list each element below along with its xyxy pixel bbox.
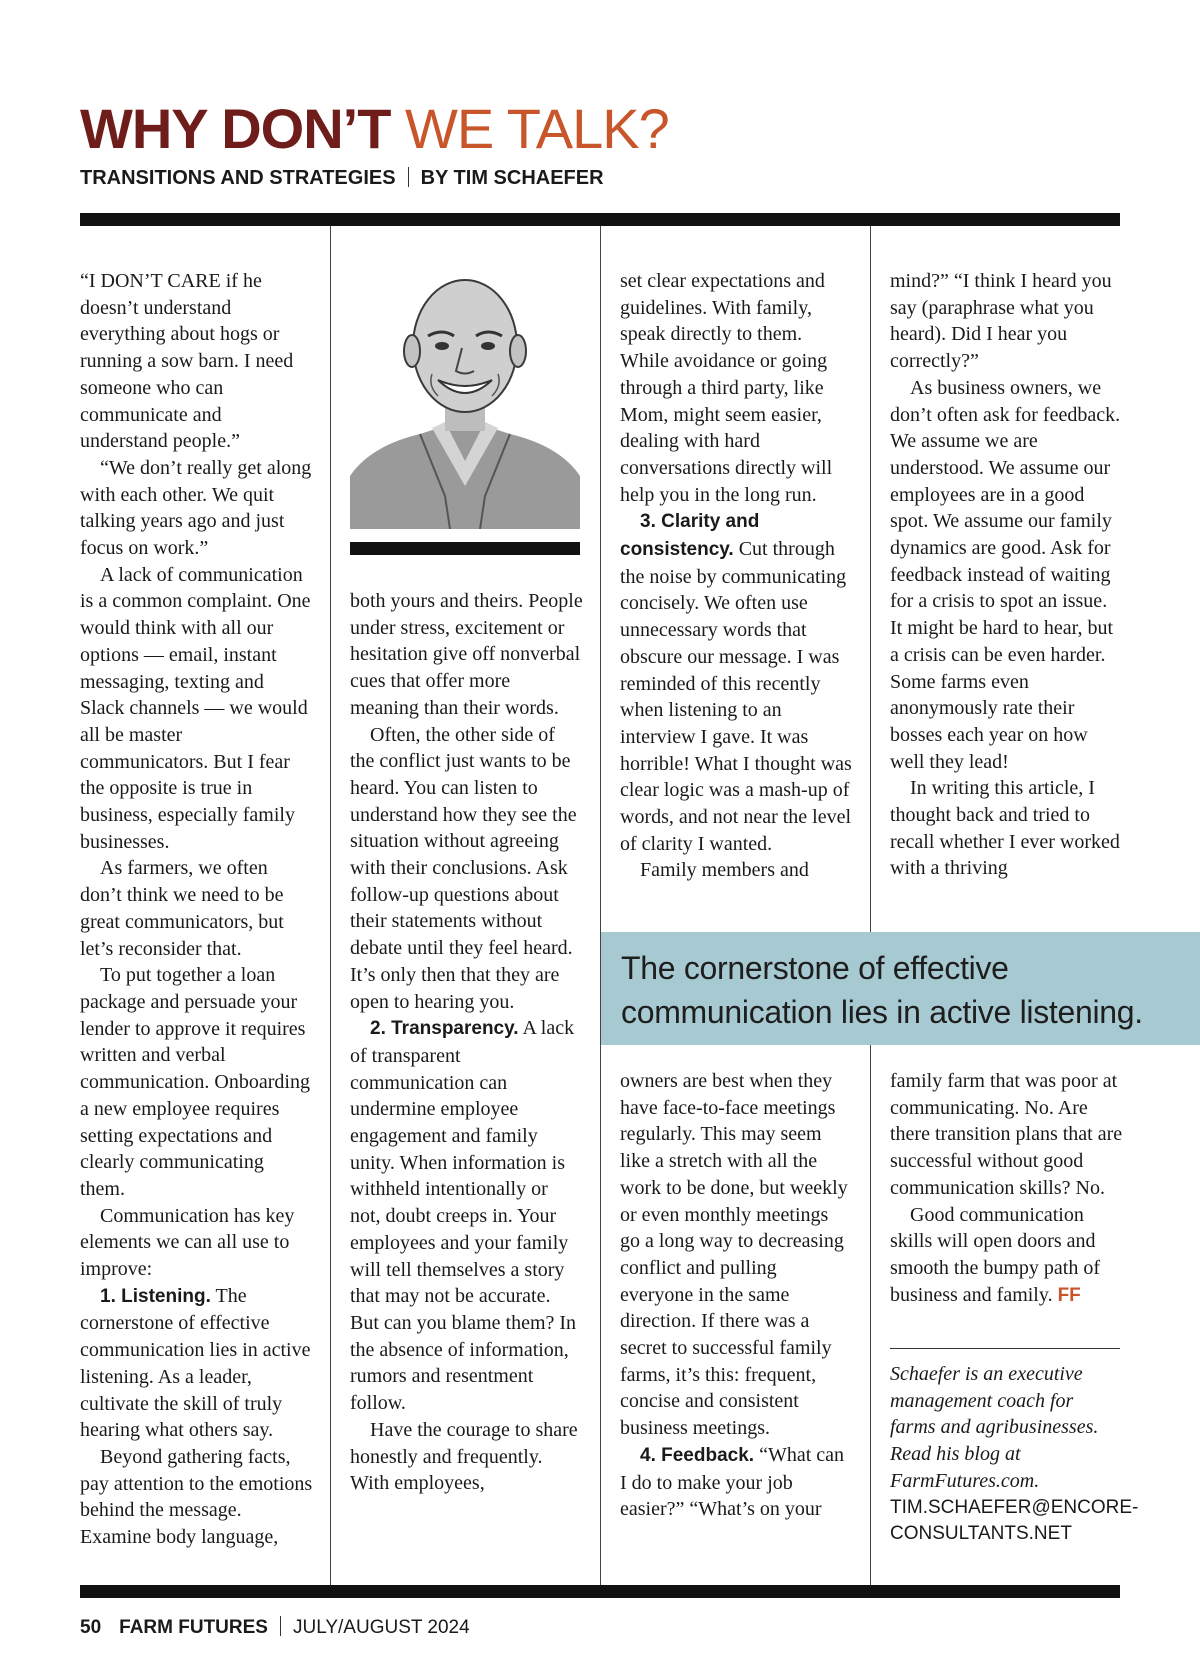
paragraph: Often, the other side of the conflict just wants to be heard. You can listen to understand how they see the situation without agreeing with their conclusions. Ask follow-up questions about their statements without debate until they feel heard. It’s only then that they are open to hearing you. <box>350 723 577 1013</box>
subhead-transparency: 2. Transparency. <box>370 1018 519 1040</box>
department-label: TRANSITIONS AND STRATEGIES <box>80 167 396 189</box>
column-divider <box>600 226 601 1585</box>
paragraph <box>620 1442 853 1523</box>
title-light: WE TALK? <box>390 97 669 160</box>
paragraph-text: if he doesn’t understand everything about hogs or running a sow barn. I need someone who can communicate and understand people.” <box>80 270 294 453</box>
paragraph-text: “What can I do to make your job easier?” “What’s on your <box>620 1443 845 1521</box>
paragraph: Beyond gathering facts, pay attention to the emotions behind the message. Examine body language, <box>80 1445 313 1549</box>
paragraph <box>80 268 313 455</box>
paragraph <box>80 1283 313 1444</box>
paragraph: Communication has key elements we can all use to improve: <box>80 1204 295 1281</box>
bottom-rule <box>80 1585 1120 1598</box>
magazine-name: FARM FUTURES <box>119 1617 268 1638</box>
subhead-clarity: 3. Clarity and consistency. <box>620 511 760 561</box>
author-bio <box>890 1361 1139 1548</box>
paragraph-text: Good communication skills will open doors and smooth the bumpy path of business and family. <box>890 1203 1100 1306</box>
paragraph: As farmers, we often don’t think we need to be great communicators, but let’s reconsider that. <box>80 857 284 960</box>
lead-in: “I DON’T CARE <box>80 270 221 292</box>
end-mark: FF <box>1057 1284 1081 1306</box>
article-title <box>80 98 669 160</box>
paragraph <box>350 1015 583 1417</box>
pull-quote <box>601 932 1200 1045</box>
column-2 <box>350 588 583 1497</box>
top-rule <box>80 213 1120 226</box>
subhead-feedback: 4. Feedback. <box>640 1444 755 1466</box>
column-3-bottom <box>620 1068 853 1523</box>
paragraph: owners are best when they have face-to-face meetings regularly. This may seem like a stretch with all the work to be done, but weekly or even monthly meetings go a long way to decreasing conflict and pulling everyone in the same direction. If there was a secret to successful family farms, it’s this: frequent, concise and consistent business meetings. <box>620 1070 848 1440</box>
author-email[interactable]: TIM.SCHAEFER@ENCORE-CONSULTANTS.NET <box>890 1496 1139 1545</box>
page-number: 50 <box>80 1617 102 1638</box>
paragraph-text: The cornerstone of effective communication lies in active listening. As a leader, cultivate the skill of truly hearing what others say. <box>80 1284 311 1442</box>
paragraph-text: Cut through the noise by communicating concisely. We often use unnecessary words that obscure our message. I was reminded of this recently when listening to an interview I gave. It was horrible! What I thought was clear logic was a mash-up of words, and not near the level of clarity I wanted. <box>620 538 852 855</box>
column-4-top <box>890 268 1123 882</box>
paragraph: both yours and theirs. People under stress, excitement or hesitation give off nonverbal cues that offer more meaning than their words. <box>350 590 583 719</box>
paragraph: A lack of communication is a common complaint. One would think with all our options — email, instant messaging, texting and Slack channels — we would all be master communicators. But I fear the opposite is true in business, especially family businesses. <box>80 563 311 853</box>
pull-quote-text: The cornerstone of effective communication lies in active listening. <box>621 950 1143 1030</box>
column-divider <box>870 226 871 1585</box>
paragraph-text: A lack of transparent communication can undermine employee engagement and family unity. When information is withheld intentionally or not, doubt creeps in. Your employees and your family will tell themselves a story that may not be accurate. But can you blame them? In the absence of information, rumors and resentment follow. <box>350 1017 577 1415</box>
author-illustration-icon <box>350 256 580 529</box>
paragraph: “We don’t really get along with each other. We quit talking years ago and just focus on work.” <box>80 456 312 560</box>
paragraph <box>620 508 853 857</box>
separator <box>280 1616 281 1636</box>
title-bold: WHY DON’T <box>80 97 391 160</box>
paragraph: In writing this article, I thought back and tried to recall whether I ever worked with a thriving <box>890 777 1120 880</box>
bio-divider <box>890 1348 1120 1349</box>
page-footer <box>80 1616 470 1640</box>
byline: BY TIM SCHAEFER <box>420 167 604 189</box>
department-line <box>80 165 604 191</box>
paragraph: As business owners, we don’t often ask for feedback. We assume we are understood. We assume our employees are in a good spot. We assume our family dynamics are good. Ask for feedback instead of waiting for a crisis to spot an issue. It might be hard to hear, but a crisis can be even harder. Some farms even anonymously rate their bosses each year on how well they lead! <box>890 376 1121 773</box>
paragraph: mind?” “I think I heard you say (paraphrase what you heard). Did I hear you correctly?” <box>890 270 1112 373</box>
subhead-listening: 1. Listening. <box>100 1285 211 1307</box>
paragraph: set clear expectations and guidelines. With family, speak directly to them. While avoidance or going through a third party, like Mom, might seem easier, dealing with hard conversations directly will help you in the long run. <box>620 270 833 506</box>
column-divider <box>330 226 331 1585</box>
separator <box>408 167 409 187</box>
column-4-bottom <box>890 1068 1123 1309</box>
paragraph: To put together a loan package and persuade your lender to approve it requires written and verbal communication. Onboarding a new employee requires setting expectations and clearly communicating them. <box>80 964 310 1200</box>
column-1 <box>80 268 313 1551</box>
paragraph: family farm that was poor at communicating. No. Are there transition plans that are successful without good communication skills? No. <box>890 1070 1123 1199</box>
paragraph: Have the courage to share honestly and frequently. With employees, <box>350 1418 578 1495</box>
paragraph <box>890 1202 1123 1310</box>
issue-date: JULY/AUGUST 2024 <box>292 1617 470 1638</box>
column-3-top <box>620 268 853 884</box>
paragraph: Family members and <box>640 859 809 882</box>
author-photo <box>350 256 580 555</box>
bio-text: Schaefer is an executive management coach for farms and agribusinesses. Read his blog at FarmFutures.com. <box>890 1363 1099 1492</box>
